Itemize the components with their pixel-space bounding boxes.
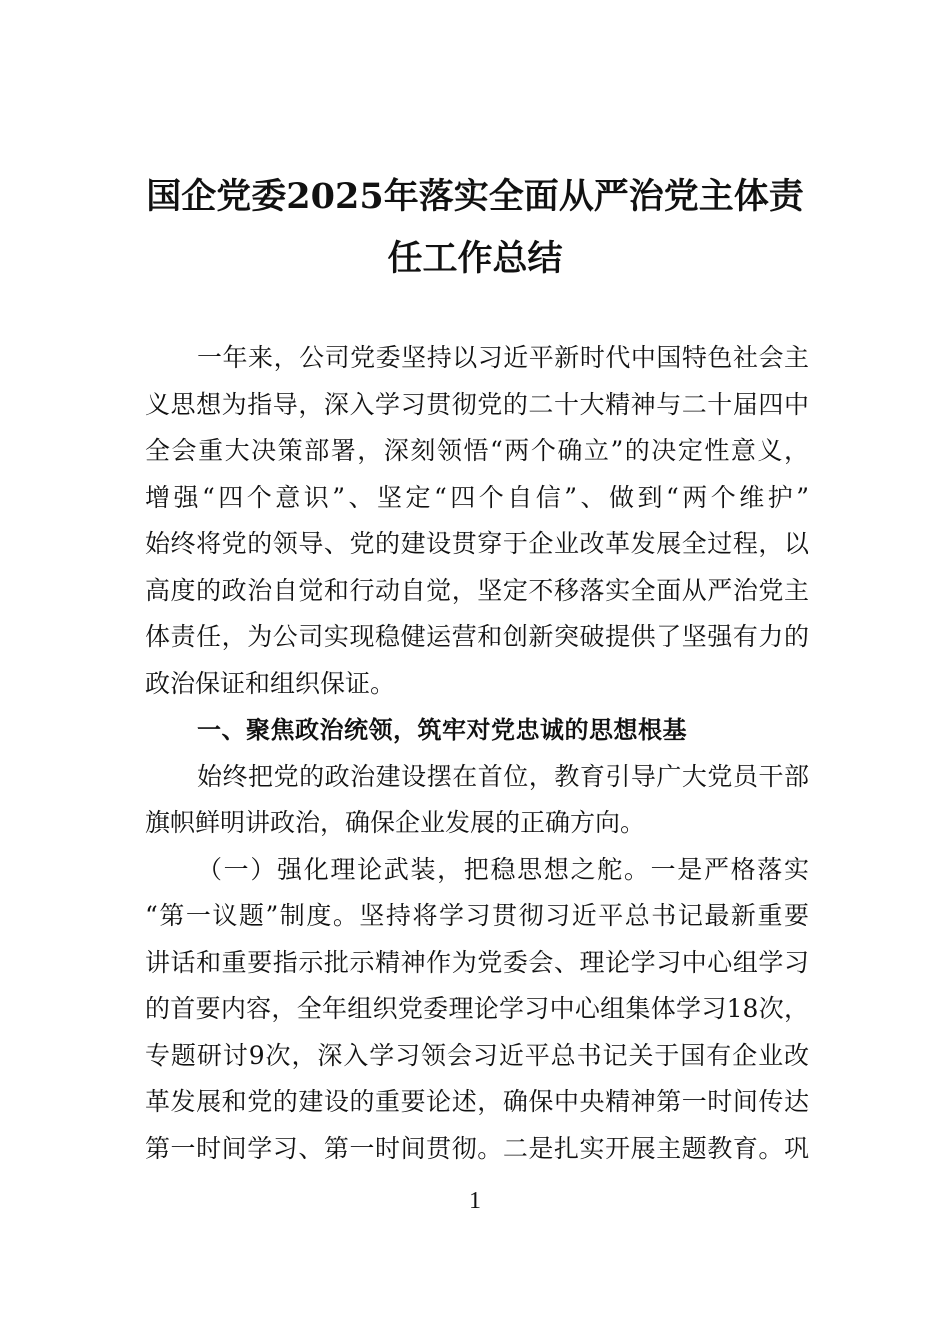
document-body (145, 335, 809, 1172)
paragraph-line: 始终将党的领导、党的建设贯穿于企业改革发展全过程，以 (145, 529, 809, 558)
paragraph-line: 旗帜鲜明讲政治，确保企业发展的正确方向。 (145, 808, 646, 837)
paragraph-line: 增强“四个意识”、坚定“四个自信”、做到“两个维护” (145, 482, 809, 512)
intro-paragraph (145, 335, 809, 707)
paragraph-line: 始终把党的政治建设摆在首位，教育引导广大党员干部 (197, 761, 809, 791)
paragraph-line: 革发展和党的建设的重要论述，确保中央精神第一时间传达 (145, 1087, 809, 1116)
paragraph-line: 讲话和重要指示批示精神作为党委会、理论学习中心组学习 (145, 947, 809, 977)
title-line-1: 国企党委2025年落实全面从严治党主体责 (146, 176, 804, 217)
document-title (140, 166, 810, 290)
section-heading: 一、聚焦政治统领，筑牢对党忠诚的思想根基 (197, 716, 687, 744)
paragraph-line: 一年来，公司党委坚持以习近平新时代中国特色社会主 (197, 343, 809, 372)
paragraph-line: 第一时间学习、第一时间贯彻。二是扎实开展主题教育。巩 (145, 1133, 809, 1163)
paragraph-line: 义思想为指导，深入学习贯彻党的二十大精神与二十届四中 (145, 389, 809, 419)
paragraph-line: “第一议题”制度。坚持将学习贯彻习近平总书记最新重要 (145, 901, 809, 930)
paragraph-line: （一）强化理论武装，把稳思想之舵。一是严格落实 (197, 854, 809, 884)
paragraph-line: 政治保证和组织保证。 (145, 668, 396, 698)
subsection-paragraph (145, 847, 809, 1173)
section-paragraph (145, 754, 809, 847)
paragraph-line: 高度的政治自觉和行动自觉，坚定不移落实全面从严治党主 (145, 575, 809, 605)
paragraph-line: 的首要内容，全年组织党委理论学习中心组集体学习18次， (145, 994, 809, 1023)
paragraph-line: 全会重大决策部署，深刻领悟“两个确立”的决定性意义， (145, 436, 809, 465)
page-number: 1 (469, 1188, 481, 1214)
title-line-2: 任工作总结 (387, 238, 563, 279)
paragraph-line: 体责任，为公司实现稳健运营和创新突破提供了坚强有力的 (145, 622, 809, 651)
paragraph-line: 专题研讨9次，深入学习领会习近平总书记关于国有企业改 (145, 1040, 809, 1070)
